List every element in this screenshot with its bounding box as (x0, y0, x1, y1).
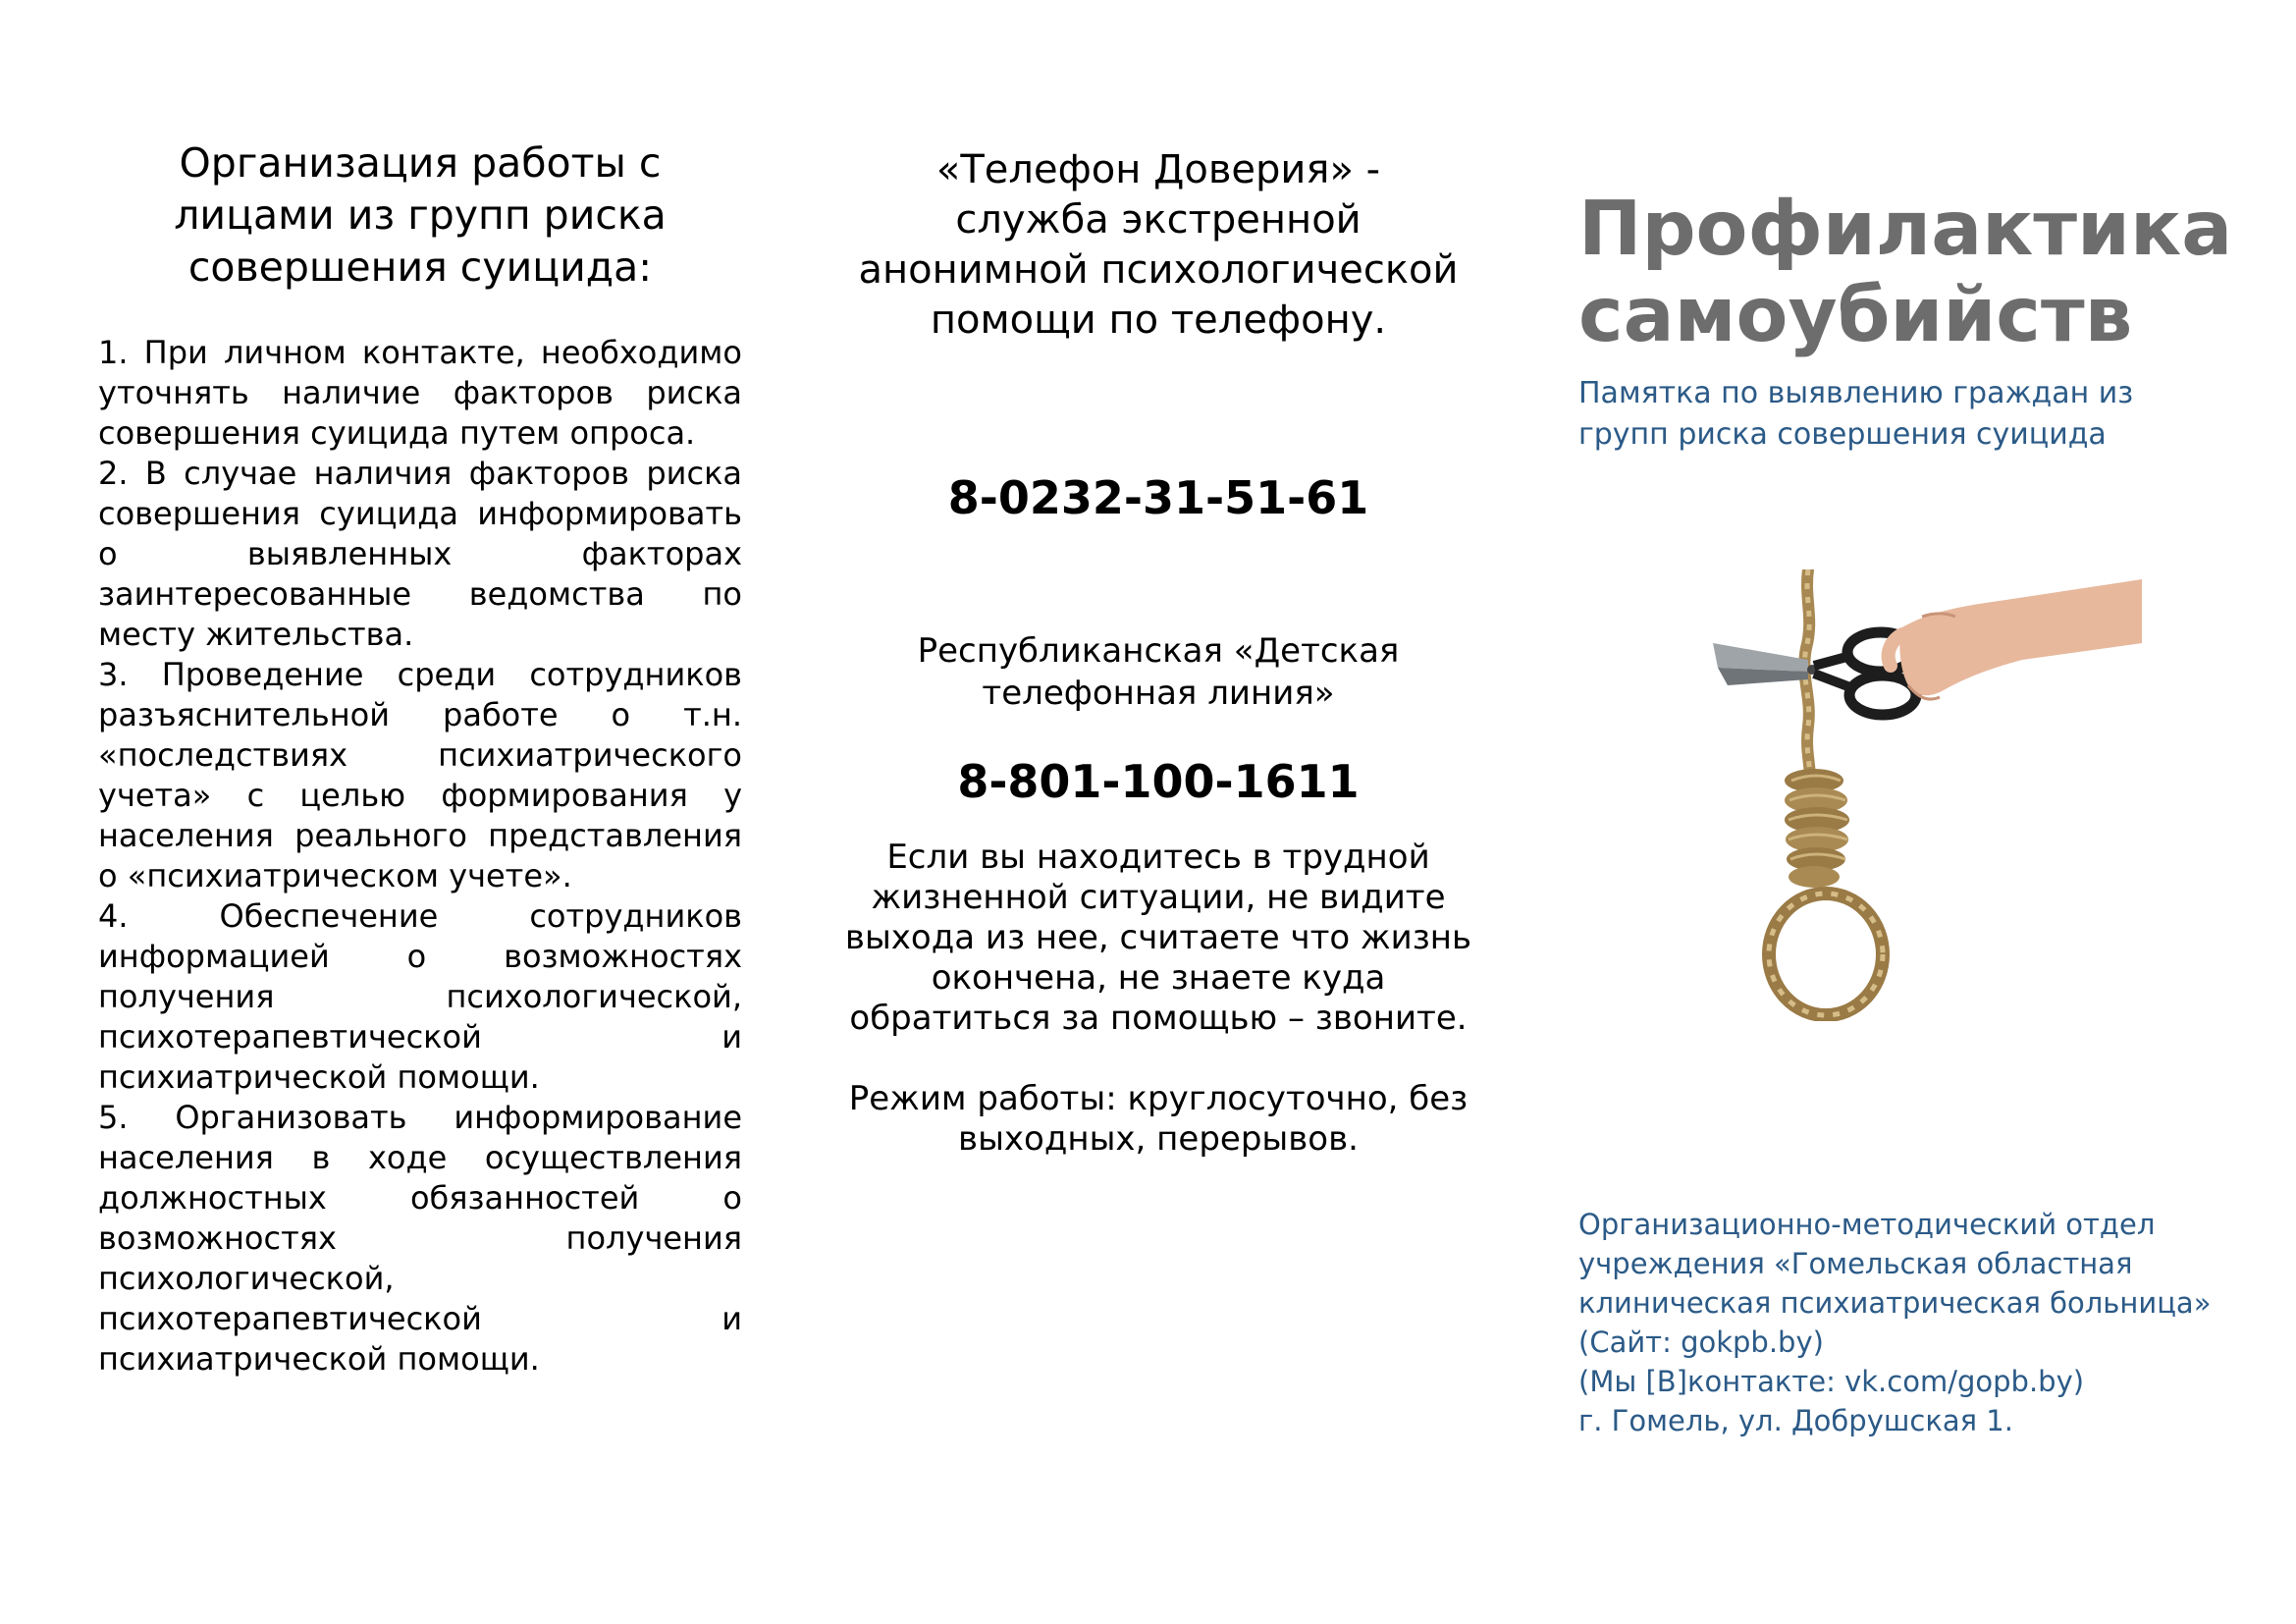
middle-column (844, 145, 1472, 1160)
right-column (1578, 186, 2233, 456)
trust-phone-description: «Телефон Доверия» - служба экстренной анонимной психологической помощи по телефону. (858, 147, 1459, 343)
list-item: 3. Проведение среди сотрудников разъяснительной работе о т.н. «последствиях психиатрического учета» с целью формирования у населения реального представления о «психиатрическом учете». (98, 656, 742, 894)
list-item: 4. Обеспечение сотрудников информацией о возможностях получения психологической, психотерапевтической и психиатрической помощи. (98, 897, 742, 1096)
org-vk: (Мы [В]контакте: vk.com/gopb.by) (1578, 1365, 2085, 1398)
brochure-subtitle: Памятка по выявлению граждан из групп риска совершения суицида (1578, 376, 2134, 452)
org-address: г. Гомель, ул. Добрушская 1. (1578, 1404, 2013, 1437)
list-item: 5. Организовать информирование населения в ходе осуществления должностных обязанностей о возможностях получения психологической, психотерапевтической и психиатрической помощи. (98, 1099, 742, 1378)
list-item: 1. При личном контакте, необходимо уточнять наличие факторов риска совершения суицида путем опроса. (98, 334, 742, 452)
trust-phone-number: 8-0232-31-51-61 (947, 471, 1369, 524)
left-heading: Организация работы с лицами из групп риска совершения суицида: (174, 139, 667, 291)
org-website: (Сайт: gokpb.by) (1578, 1326, 1824, 1359)
left-column (98, 137, 742, 1380)
hand-scissors-noose-icon (1698, 569, 2142, 1021)
help-text: Если вы находитесь в трудной жизненной ситуации, не видите выхода из нее, считаете что жизнь окончена, не знаете куда обратиться за помощью – звоните. (844, 838, 1472, 1038)
org-line: Организационно-методический отдел учреждения «Гомельская областная клиническая психиатрическая больница» (1578, 1208, 2212, 1320)
brochure-title: Профилактика самоубийств (1578, 186, 2233, 359)
working-hours: Режим работы: круглосуточно, без выходных, перерывов. (848, 1079, 1468, 1159)
list-item: 2. В случае наличия факторов риска совершения суицида информировать о выявленных факторах заинтересованные ведомства по месту жительства. (98, 455, 742, 653)
children-phone-number: 8-801-100-1611 (957, 755, 1360, 808)
children-line-label: Республиканская «Детская телефонная линия» (917, 631, 1400, 713)
organization-info (1578, 1205, 2216, 1440)
